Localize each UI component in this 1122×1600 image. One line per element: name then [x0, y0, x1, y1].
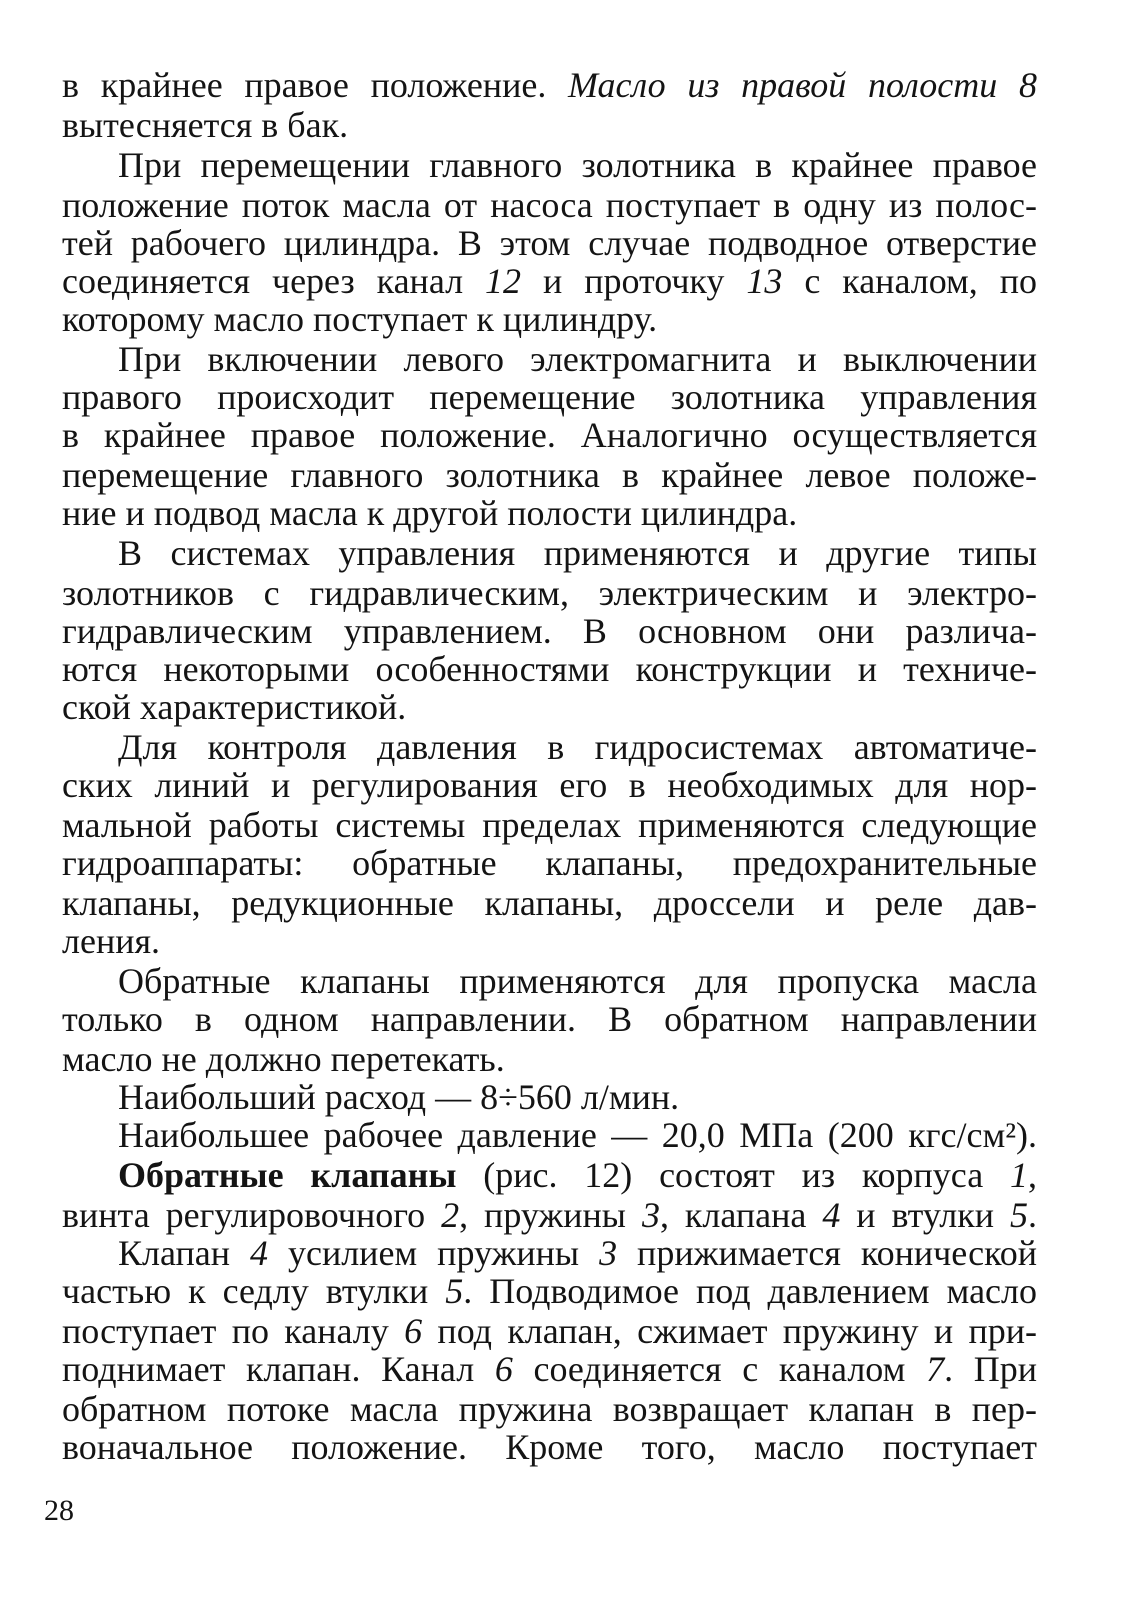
reference-numeral: 4 [822, 1195, 841, 1235]
text-run: перемещение главного золотника в крайнее левое положе- [62, 455, 1037, 495]
text-run: с каналом, по [782, 261, 1038, 301]
text-line [62, 922, 1037, 960]
text-line [118, 1078, 1037, 1116]
reference-numeral: 8 [1018, 65, 1037, 105]
run-in-heading: Обратные клапаны [118, 1155, 457, 1195]
text-run: воначальное положение. Кроме того, масло поступает [62, 1427, 1037, 1467]
text-run: . При [944, 1349, 1037, 1389]
reference-numeral: 6 [494, 1349, 513, 1389]
text-run: и втулки [840, 1195, 1010, 1235]
text-run: обратном потоке масла пружина возвращает клапан в пер- [62, 1389, 1037, 1429]
text-line [62, 300, 1037, 338]
text-run: усилием пружины [267, 1233, 600, 1273]
text-run: При перемещении главного золотника в крайнее правое [118, 145, 1037, 185]
text-run: гидравлическим управлением. В основном они различа- [62, 611, 1037, 651]
text-line [62, 884, 1037, 922]
text-line [118, 1116, 1037, 1154]
text-line [62, 1272, 1037, 1310]
text-run: только в одном направлении. В обратном направлении [62, 999, 1037, 1039]
page-number: 28 [44, 1494, 74, 1527]
text-line [62, 1390, 1037, 1428]
text-run: Для контроля давления в гидросистемах автоматиче- [118, 727, 1037, 767]
text-run: Наибольшее рабочее давление — 20,0 МПа (200 кгс/см²). [118, 1115, 1037, 1155]
text-line [118, 340, 1037, 378]
text-run: мальной работы системы пределах применяются следующие [62, 805, 1037, 845]
text-run: При включении левого электромагнита и выключении [118, 339, 1037, 379]
text-line [118, 1156, 1037, 1194]
text-run: ления. [62, 921, 161, 961]
text-line [62, 378, 1037, 416]
text-run: гидроаппараты: обратные клапаны, предохранительные [62, 843, 1037, 883]
text-run: золотников с гидравлическим, электрическим и электро- [62, 573, 1037, 613]
text-run: тей рабочего цилиндра. В этом случае подводное отверстие [62, 223, 1037, 263]
text-run: (рис. 12) состоят из корпуса [456, 1155, 1010, 1195]
text-line [62, 1040, 1037, 1078]
text-run: масло не должно перетекать. [62, 1039, 505, 1079]
text-line [62, 806, 1037, 844]
text-line [118, 728, 1037, 766]
text-line [62, 650, 1037, 688]
reference-numeral: 5 [1010, 1195, 1028, 1235]
text-run: винта регулировочного [62, 1195, 442, 1235]
text-line [62, 224, 1037, 262]
text-run: , пружины [459, 1195, 642, 1235]
text-run: поднимает клапан. Канал [62, 1349, 495, 1389]
text-run: правого происходит перемещение золотника управления [62, 377, 1037, 417]
text-run: под клапан, сжимает пружину и при- [422, 1311, 1037, 1351]
text-run: . Подводимое под давлением масло [463, 1271, 1037, 1311]
text-line [62, 1350, 1037, 1388]
text-line [118, 534, 1037, 572]
text-line [118, 1234, 1037, 1272]
text-run: Обратные клапаны применяются для пропуска масла [118, 961, 1037, 1001]
text-run: частью к седлу втулки [62, 1271, 446, 1311]
text-run: ской характеристикой. [62, 687, 407, 727]
reference-numeral: Масло из правой полости [568, 65, 1019, 105]
reference-numeral: 12 [485, 261, 522, 301]
text-line [62, 456, 1037, 494]
text-run: соединяется с каналом [512, 1349, 927, 1389]
text-line [62, 416, 1037, 454]
reference-numeral: 3 [599, 1233, 618, 1273]
text-line [62, 66, 1037, 104]
reference-numeral: 1 [1010, 1155, 1028, 1195]
reference-numeral: 5 [445, 1271, 464, 1311]
text-run: ских линий и регулирования его в необходимых для нор- [62, 765, 1037, 805]
text-run: Клапан [118, 1233, 250, 1273]
reference-numeral: 3 [641, 1195, 660, 1235]
text-line [62, 186, 1037, 224]
text-line [62, 688, 1037, 726]
reference-numeral: 7 [926, 1349, 945, 1389]
text-line [62, 1312, 1037, 1350]
text-run: в крайнее правое положение. Аналогично осуществляется [62, 415, 1037, 455]
text-run: В системах управления применяются и другие типы [118, 533, 1037, 573]
reference-numeral: 13 [746, 261, 783, 301]
text-run: вытесняется в бак. [62, 105, 349, 145]
text-run: прижимается конической [617, 1233, 1037, 1273]
text-run: поступает по каналу [62, 1311, 405, 1351]
text-run: которому масло поступает к цилиндру. [62, 299, 658, 339]
text-line [62, 612, 1037, 650]
text-line [62, 1196, 1037, 1234]
text-run: ются некоторыми особенностями конструкции и техниче- [62, 649, 1037, 689]
text-run: клапаны, редукционные клапаны, дроссели и реле дав- [62, 883, 1037, 923]
text-run: соединяется через канал [62, 261, 486, 301]
reference-numeral: 4 [249, 1233, 268, 1273]
text-run: в крайнее правое положение. [62, 65, 569, 105]
text-line [62, 844, 1037, 882]
text-run: положение поток масла от насоса поступает в одну из полос- [62, 185, 1037, 225]
text-line [62, 1428, 1037, 1466]
text-line [62, 494, 1037, 532]
text-line [118, 146, 1037, 184]
text-run: . [1028, 1195, 1037, 1235]
reference-numeral: 6 [404, 1311, 423, 1351]
text-run: Наибольший расход — 8÷560 л/мин. [118, 1077, 680, 1117]
text-line [62, 574, 1037, 612]
text-line [62, 106, 1037, 144]
text-run: , [1028, 1155, 1037, 1195]
text-line [62, 1000, 1037, 1038]
text-line [62, 766, 1037, 804]
text-line [62, 262, 1037, 300]
reference-numeral: 2 [441, 1195, 460, 1235]
text-run: ние и подвод масла к другой полости цилиндра. [62, 493, 798, 533]
text-run: , клапана [659, 1195, 823, 1235]
text-line [118, 962, 1037, 1000]
text-run: и проточку [521, 261, 747, 301]
